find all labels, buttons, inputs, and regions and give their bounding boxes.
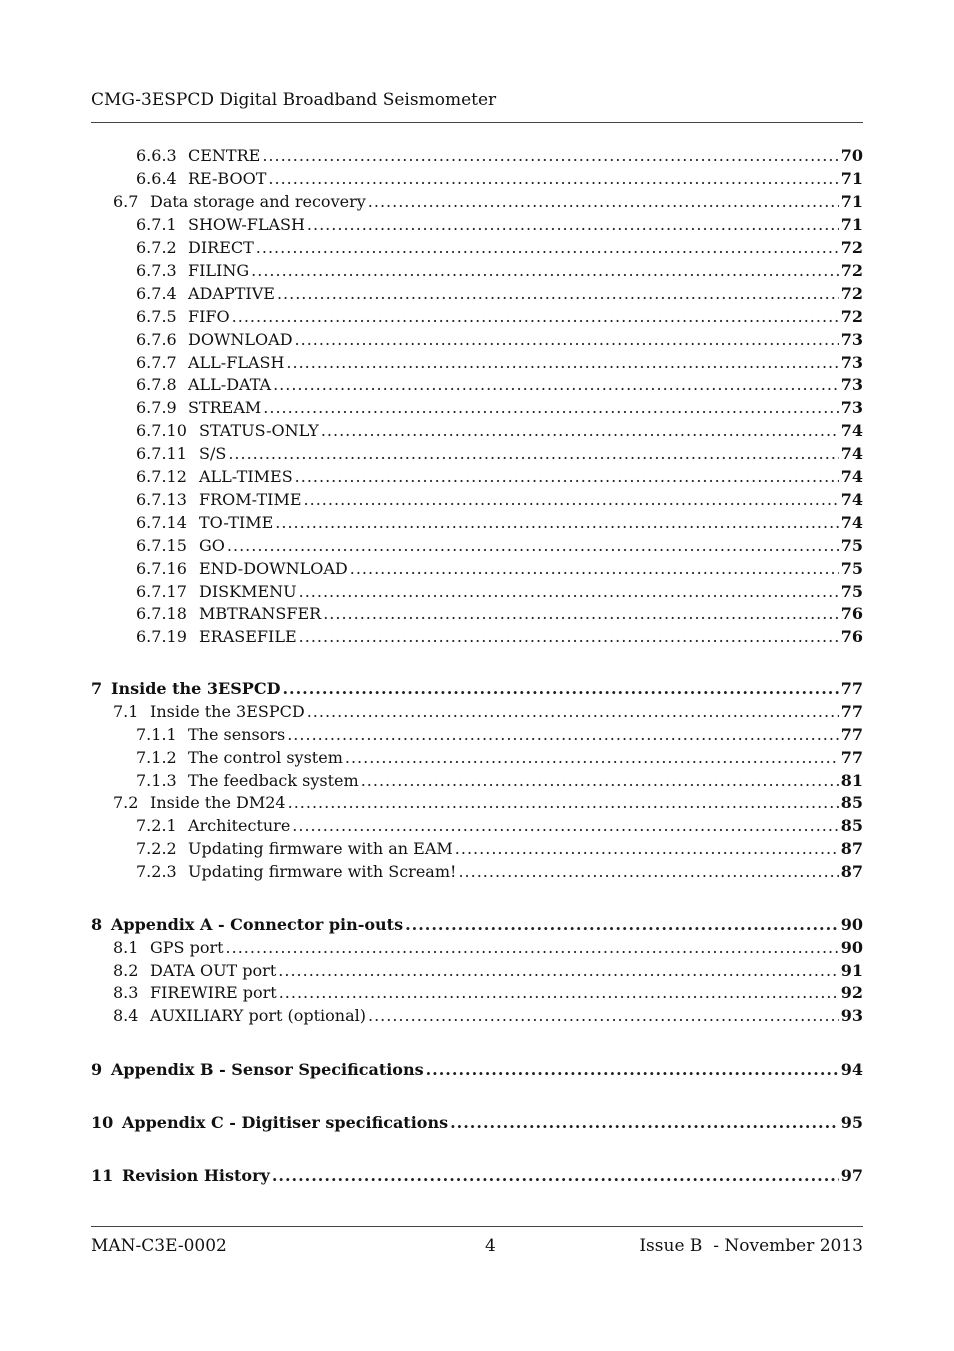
toc-entry[interactable] (136, 169, 863, 188)
toc-entry[interactable] (136, 375, 863, 394)
toc-entry-number: 7.2.3 (136, 862, 177, 881)
footer-issue: Issue B - November 2013 (639, 1236, 863, 1256)
toc-entry-number: 9 (91, 1060, 103, 1079)
toc-leader-dots (295, 467, 839, 486)
toc-entry-number: 6.7.12 (136, 467, 187, 486)
toc-entry[interactable] (136, 725, 863, 744)
toc-entry-number: 6.7.13 (136, 490, 187, 509)
toc-entry[interactable] (91, 679, 863, 698)
toc-leader-dots (275, 513, 838, 532)
toc-entry-number: 6.7.19 (136, 627, 187, 646)
toc-leader-dots (307, 215, 839, 234)
toc-entry[interactable] (136, 467, 863, 486)
toc-entry-number: 6.7.3 (136, 261, 177, 280)
toc-leader-dots (426, 1060, 839, 1079)
toc-entry-title: Updating firmware with Scream! (188, 862, 457, 881)
toc-entry-title: The feedback system (188, 771, 359, 790)
toc-entry[interactable] (136, 816, 863, 835)
toc-entry-page: 73 (840, 330, 863, 349)
toc-entry-number: 6.7.11 (136, 444, 187, 463)
toc-entry[interactable] (113, 938, 863, 957)
toc-entry-title: DATA OUT port (150, 961, 277, 980)
toc-entry-title: Appendix B - Sensor Specifications (111, 1060, 424, 1079)
toc-entry-page: 77 (840, 679, 863, 698)
toc-entry-page: 72 (840, 307, 863, 326)
toc-leader-dots (282, 679, 838, 698)
toc-entry-number: 6.7.8 (136, 375, 177, 394)
toc-entry-number: 6.7.15 (136, 536, 187, 555)
toc-leader-dots (361, 771, 839, 790)
toc-entry-title: GO (199, 536, 225, 555)
toc-entry[interactable] (136, 513, 863, 532)
toc-entry-number: 6.7.10 (136, 421, 187, 440)
toc-entry-number: 7.2 (113, 793, 139, 812)
toc-entry-title: AUXILIARY port (optional) (150, 1006, 366, 1025)
toc-entry-title: FIFO (188, 307, 230, 326)
toc-entry-page: 77 (840, 748, 863, 767)
toc-entry-page: 74 (840, 467, 863, 486)
toc-entry[interactable] (91, 1113, 863, 1132)
toc-entry-page: 75 (840, 582, 863, 601)
toc-entry[interactable] (113, 983, 863, 1002)
toc-leader-dots (228, 444, 838, 463)
toc-entry-page: 87 (840, 862, 863, 881)
toc-leader-dots (287, 725, 839, 744)
toc-entry-page: 77 (840, 702, 863, 721)
toc-entry-page: 73 (840, 398, 863, 417)
toc-entry-title: GPS port (150, 938, 224, 957)
toc-entry-page: 77 (840, 725, 863, 744)
header-divider (91, 122, 863, 123)
toc-entry[interactable] (113, 192, 863, 211)
toc-entry-title: FROM-TIME (199, 490, 302, 509)
toc-leader-dots (279, 983, 839, 1002)
toc-leader-dots (350, 559, 839, 578)
toc-entry-page: 85 (840, 816, 863, 835)
toc-entry-page: 71 (840, 169, 863, 188)
toc-entry-page: 97 (840, 1166, 863, 1185)
toc-leader-dots (227, 536, 839, 555)
toc-entry-title: Updating firmware with an EAM (188, 839, 453, 858)
toc-entry[interactable] (136, 604, 863, 623)
toc-entry-number: 6.7 (113, 192, 139, 211)
toc-entry-title: END-DOWNLOAD (199, 559, 348, 578)
toc-leader-dots (307, 702, 839, 721)
toc-entry-title: DIRECT (188, 238, 254, 257)
toc-leader-dots (299, 627, 839, 646)
toc-leader-dots (226, 938, 839, 957)
toc-entry-page: 71 (840, 192, 863, 211)
toc-entry[interactable] (136, 215, 863, 234)
toc-entry[interactable] (136, 771, 863, 790)
toc-entry-number: 6.7.4 (136, 284, 177, 303)
toc-entry-title: ALL-FLASH (188, 353, 285, 372)
toc-entry-number: 8.4 (113, 1006, 139, 1025)
toc-entry-title: DOWNLOAD (188, 330, 293, 349)
toc-entry-title: RE-BOOT (188, 169, 267, 188)
toc-leader-dots (304, 490, 839, 509)
toc-entry-title: ADAPTIVE (188, 284, 275, 303)
toc-entry-page: 70 (840, 146, 863, 165)
toc-leader-dots (262, 146, 838, 165)
toc-entry[interactable] (136, 839, 863, 858)
toc-leader-dots (368, 1006, 839, 1025)
toc-entry[interactable] (136, 559, 863, 578)
toc-entry-page: 74 (840, 444, 863, 463)
toc-entry[interactable] (136, 748, 863, 767)
toc-leader-dots (323, 604, 839, 623)
toc-leader-dots (286, 353, 838, 372)
toc-entry-page: 93 (840, 1006, 863, 1025)
toc-entry[interactable] (136, 582, 863, 601)
toc-entry-number: 6.7.1 (136, 215, 177, 234)
toc-leader-dots (232, 307, 839, 326)
toc-leader-dots (288, 793, 839, 812)
toc-entry-title: Inside the 3ESPCD (111, 679, 281, 698)
toc-entry-number: 8.3 (113, 983, 139, 1002)
toc-entry[interactable] (91, 1166, 863, 1185)
toc-entry[interactable] (136, 307, 863, 326)
toc-entry-page: 91 (840, 961, 863, 980)
footer-divider (91, 1226, 863, 1227)
toc-leader-dots (278, 961, 838, 980)
toc-entry-number: 7.2.2 (136, 839, 177, 858)
toc-leader-dots (405, 915, 839, 934)
toc-entry-page: 74 (840, 490, 863, 509)
toc-entry-title: FILING (188, 261, 250, 280)
footer-page-number: 4 (485, 1236, 496, 1256)
toc-entry[interactable] (113, 1006, 863, 1025)
toc-entry[interactable] (113, 793, 863, 812)
toc-entry-title: Architecture (188, 816, 291, 835)
toc-leader-dots (368, 192, 839, 211)
toc-leader-dots (450, 1113, 839, 1132)
toc-entry-page: 85 (840, 793, 863, 812)
page-header-title: CMG-3ESPCD Digital Broadband Seismometer (91, 90, 497, 110)
toc-entry-page: 76 (840, 604, 863, 623)
toc-entry-title: Inside the DM24 (150, 793, 286, 812)
toc-leader-dots (251, 261, 839, 280)
toc-entry-page: 94 (840, 1060, 863, 1079)
toc-entry-number: 7 (91, 679, 103, 698)
toc-entry-number: 6.7.18 (136, 604, 187, 623)
toc-leader-dots (277, 284, 839, 303)
toc-entry[interactable] (136, 627, 863, 646)
toc-entry[interactable] (136, 146, 863, 165)
toc-entry-page: 92 (840, 983, 863, 1002)
toc-entry[interactable] (136, 330, 863, 349)
toc-entry-number: 6.7.9 (136, 398, 177, 417)
toc-leader-dots (345, 748, 839, 767)
toc-entry-number: 10 (91, 1113, 114, 1132)
toc-leader-dots (455, 839, 839, 858)
toc-entry-number: 7.1.3 (136, 771, 177, 790)
toc-entry-number: 6.7.17 (136, 582, 187, 601)
toc-entry-page: 87 (840, 839, 863, 858)
toc-entry-number: 11 (91, 1166, 114, 1185)
toc-entry-number: 6.6.3 (136, 146, 177, 165)
toc-entry[interactable] (136, 398, 863, 417)
toc-entry-title: ALL-DATA (188, 375, 272, 394)
toc-leader-dots (299, 582, 839, 601)
toc-entry-page: 90 (840, 938, 863, 957)
toc-entry[interactable] (136, 284, 863, 303)
toc-entry-title: DISKMENU (199, 582, 297, 601)
toc-entry-page: 90 (840, 915, 863, 934)
toc-leader-dots (295, 330, 839, 349)
toc-leader-dots (263, 398, 838, 417)
toc-entry-page: 95 (840, 1113, 863, 1132)
toc-entry[interactable] (136, 862, 863, 881)
toc-entry-title: Revision History (122, 1166, 270, 1185)
toc-entry[interactable] (136, 238, 863, 257)
toc-entry-number: 7.1.1 (136, 725, 177, 744)
toc-entry-page: 75 (840, 559, 863, 578)
toc-entry[interactable] (113, 961, 863, 980)
toc-entry-number: 6.7.6 (136, 330, 177, 349)
toc-entry-page: 71 (840, 215, 863, 234)
toc-entry[interactable] (91, 915, 863, 934)
toc-entry[interactable] (136, 353, 863, 372)
toc-leader-dots (272, 1166, 839, 1185)
toc-leader-dots (256, 238, 839, 257)
toc-entry[interactable] (136, 536, 863, 555)
toc-entry-title: Appendix C - Digitiser specifications (122, 1113, 449, 1132)
toc-entry-page: 74 (840, 513, 863, 532)
toc-leader-dots (273, 375, 839, 394)
toc-entry-number: 6.7.14 (136, 513, 187, 532)
toc-entry-title: Data storage and recovery (150, 192, 366, 211)
toc-leader-dots (268, 169, 838, 188)
toc-entry-title: ERASEFILE (199, 627, 297, 646)
toc-entry-page: 72 (840, 238, 863, 257)
toc-entry-page: 74 (840, 421, 863, 440)
toc-entry-number: 6.6.4 (136, 169, 177, 188)
toc-entry-page: 73 (840, 353, 863, 372)
toc-entry-page: 75 (840, 536, 863, 555)
toc-entry-title: SHOW-FLASH (188, 215, 305, 234)
toc-entry-number: 6.7.5 (136, 307, 177, 326)
toc-entry-title: S/S (199, 444, 227, 463)
toc-entry[interactable] (113, 702, 863, 721)
toc-entry-number: 6.7.16 (136, 559, 187, 578)
toc-entry[interactable] (136, 421, 863, 440)
toc-entry-page: 76 (840, 627, 863, 646)
toc-entry-number: 8 (91, 915, 103, 934)
toc-entry-number: 6.7.7 (136, 353, 177, 372)
toc-entry-title: CENTRE (188, 146, 261, 165)
toc-entry-page: 72 (840, 261, 863, 280)
toc-leader-dots (321, 421, 839, 440)
toc-entry[interactable] (136, 444, 863, 463)
toc-entry[interactable] (136, 261, 863, 280)
toc-leader-dots (458, 862, 838, 881)
toc-entry-title: Inside the 3ESPCD (150, 702, 305, 721)
toc-entry-title: FIREWIRE port (150, 983, 277, 1002)
toc-entry-number: 7.1 (113, 702, 139, 721)
toc-entry-title: The control system (188, 748, 343, 767)
toc-entry-number: 7.1.2 (136, 748, 177, 767)
toc-entry[interactable] (136, 490, 863, 509)
toc-entry-number: 7.2.1 (136, 816, 177, 835)
toc-entry-page: 73 (840, 375, 863, 394)
toc-entry-title: STATUS-ONLY (199, 421, 319, 440)
footer-doc-id: MAN-C3E-0002 (91, 1236, 227, 1256)
toc-leader-dots (292, 816, 838, 835)
toc-entry-title: The sensors (188, 725, 286, 744)
toc-entry-page: 72 (840, 284, 863, 303)
toc-entry-number: 8.1 (113, 938, 139, 957)
toc-entry-title: Appendix A - Connector pin-outs (111, 915, 404, 934)
toc-entry-title: STREAM (188, 398, 262, 417)
toc-entry-title: MBTRANSFER (199, 604, 322, 623)
toc-entry-number: 8.2 (113, 961, 139, 980)
toc-entry-title: TO-TIME (199, 513, 274, 532)
toc-entry[interactable] (91, 1060, 863, 1079)
toc-entry-number: 6.7.2 (136, 238, 177, 257)
toc-entry-page: 81 (840, 771, 863, 790)
toc-entry-title: ALL-TIMES (199, 467, 293, 486)
